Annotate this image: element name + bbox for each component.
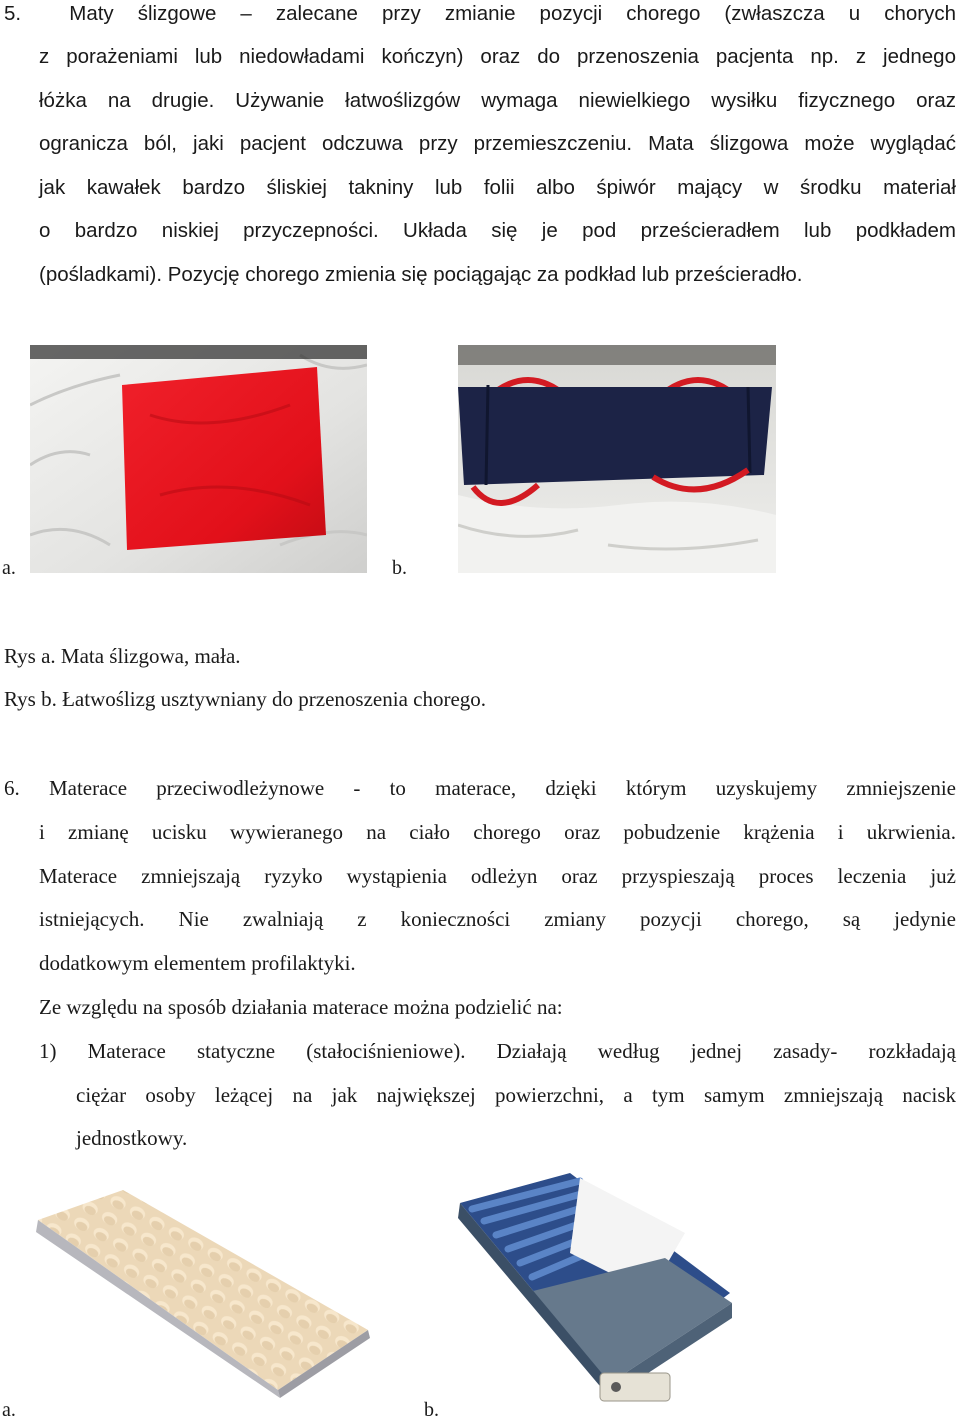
item5-line-5: jak kawałek bardzo śliskiej takniny lub folii albo śpiwór mający w środku materiał: [39, 176, 956, 199]
figure2-label-a: a.: [2, 1399, 16, 1421]
static-mattress-photo: [18, 1180, 378, 1398]
transfer-board-photo: [458, 345, 776, 573]
item6-line-5: dodatkowym elementem profilaktyki.: [39, 951, 356, 975]
item6-line-3: Materace zmniejszają ryzyko wystąpienia odleżyn oraz przyspieszają proces leczenia już: [39, 864, 956, 888]
item5-line-3: łóżka na drugie. Używanie łatwoślizgów wymaga niewielkiego wysiłku fizycznego oraz: [39, 89, 956, 112]
item6-line-8: ciężar osoby leżącej na jak największej powierzchni, a tym samym zmniejszają nacisk: [76, 1083, 956, 1107]
item6-line-9: jednostkowy.: [76, 1126, 188, 1150]
item5-line-7: (pośladkami). Pozycję chorego zmienia się pociągając za podkład lub prześcieradło.: [39, 263, 803, 286]
item6-line-2: i zmianę ucisku wywieranego na ciało chorego oraz pobudzenie krążenia i ukrwienia.: [39, 820, 956, 844]
item6-line-4: istniejących. Nie zwalniają z konieczności zmiany pozycji chorego, są jedynie: [39, 907, 956, 931]
figure2-label-b: b.: [424, 1399, 439, 1421]
figure1-label-a: a.: [2, 557, 16, 579]
item5-line-6: o bardzo niskiej przyczepności. Układa się je pod prześcieradłem lub podkładem: [39, 219, 956, 242]
item6-line-1: 6. Materace przeciwodleżynowe - to materace, dzięki którym uzyskujemy zmniejszenie: [4, 776, 956, 800]
caption-a: Rys a. Mata ślizgowa, mała.: [4, 644, 241, 668]
item5-line-1: 5. Maty ślizgowe – zalecane przy zmianie pozycji chorego (zwłaszcza u chorych: [4, 2, 956, 25]
item6-line-6: Ze względu na sposób działania materace można podzielić na:: [39, 995, 563, 1019]
caption-b: Rys b. Łatwoślizg usztywniany do przenoszenia chorego.: [4, 687, 487, 711]
item6-line-7: 1) Materace statyczne (stałociśnieniowe). Działają według jednej zasady- rozkładają: [39, 1039, 956, 1063]
slide-mat-small-photo: [30, 345, 367, 573]
item5-line-2: z porażeniami lub niedowładami kończyn) oraz do przenoszenia pacjenta np. z jednego: [39, 45, 956, 68]
alternating-mattress-photo: [450, 1173, 735, 1410]
item5-line-4: ogranicza ból, jaki pacjent odczuwa przy przemieszczeniu. Mata ślizgowa może wyglądać: [39, 132, 956, 155]
figure1-label-b: b.: [392, 557, 407, 579]
